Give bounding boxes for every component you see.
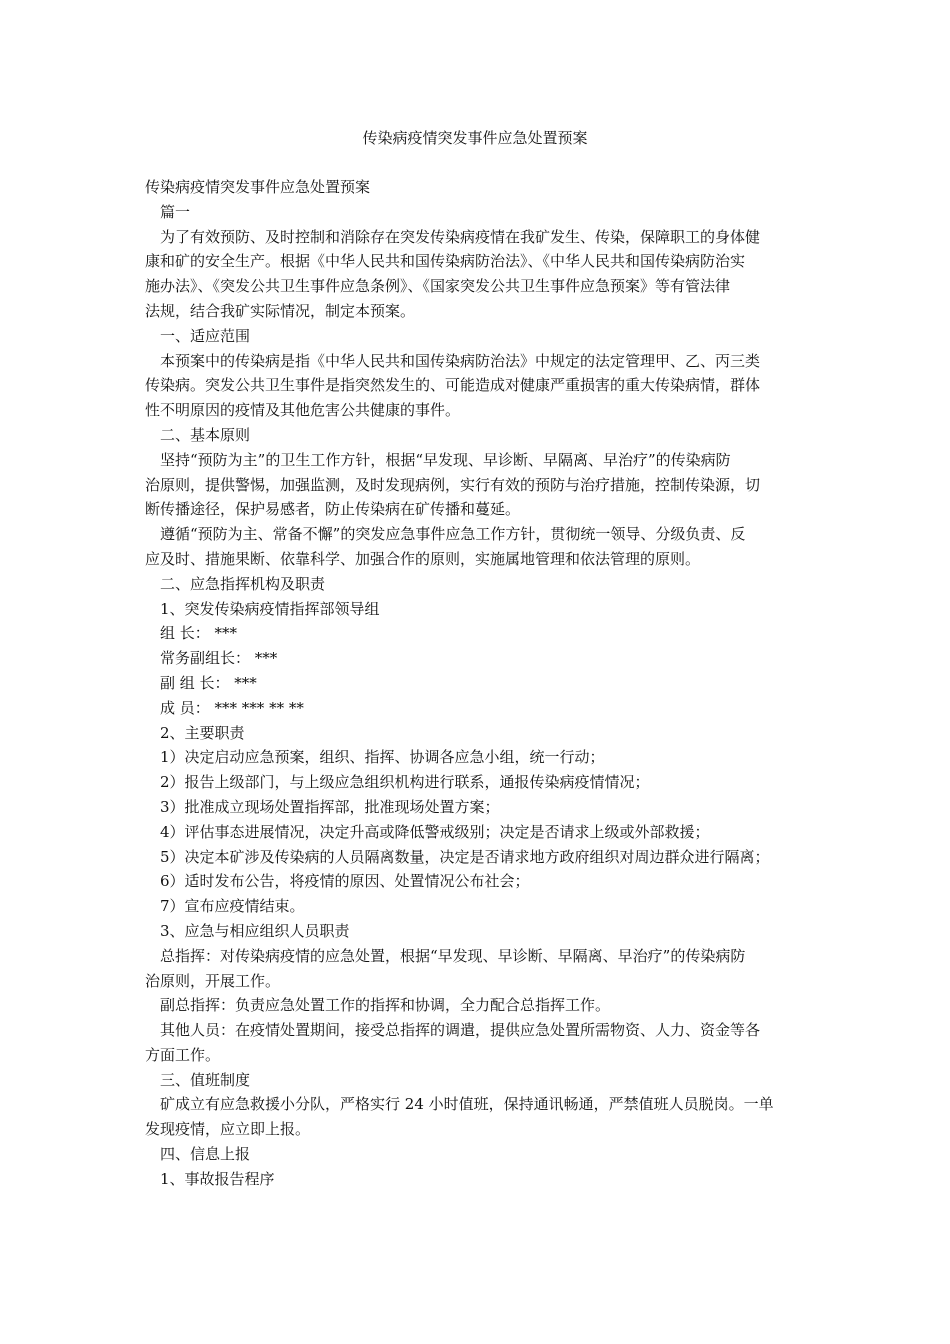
text-line: 本预案中的传染病是指《中华人民共和国传染病防治法》中规定的法定管理甲、乙、丙三类 [160,351,761,370]
text-line: 传染病。突发公共卫生事件是指突然发生的、可能造成对健康严重损害的重大传染病情，群体 [145,376,761,395]
text-line: 二、基本原则 [160,425,251,444]
text-line: 常务副组长： *** [160,649,278,668]
text-line: 应及时、措施果断、依靠科学、加强合作的原则，实施属地管理和依法管理的原则。 [145,549,701,568]
text-line: 治原则，提供警惕，加强监测，及时发现病例，实行有效的预防与治疗措施，控制传染源，切 [145,475,761,494]
text-line: 发现疫情，应立即上报。 [145,1120,311,1139]
text-line: 康和矿的安全生产。根据《中华人民共和国传染病防治法》、《中华人民共和国传染病防治实 [145,252,746,271]
text-line: 成 员： *** *** ** ** [160,698,304,717]
text-line: 传染病疫情突发事件应急处置预案 [145,178,371,196]
text-line: 断传播途径，保护易感者，防止传染病在矿传播和蔓延。 [145,500,521,519]
text-line: 3、应急与相应组织人员职责 [160,921,350,940]
text-line: 一、适应范围 [160,326,251,345]
text-line: 1、突发传染病疫情指挥部领导组 [160,599,380,618]
text-line: 篇一 [160,202,191,221]
text-line: 总指挥：对传染病疫情的应急处置，根据“早发现、早诊断、早隔离、早治疗”的传染病防 [160,946,746,965]
text-line: 为了有效预防、及时控制和消除存在突发传染病疫情在我矿发生、传染，保障职工的身体健 [160,227,761,246]
text-line: 2、主要职责 [160,723,245,742]
text-line: 5）决定本矿涉及传染病的人员隔离数量，决定是否请求地方政府组织对周边群众进行隔离； [160,847,770,866]
text-line: 坚持“预防为主”的卫生工作方针，根据“早发现、早诊断、早隔离、早治疗”的传染病防 [160,450,731,469]
text-line: 4）评估事态进展情况，决定升高或降低警戒级别；决定是否请求上级或外部救援； [160,822,710,841]
text-line: 四、信息上报 [160,1145,251,1164]
text-line: 2）报告上级部门，与上级应急组织机构进行联系，通报传染病疫情情况； [160,773,650,792]
text-line: 施办法》、《突发公共卫生事件应急条例》、《国家突发公共卫生事件应急预案》等有管法律 [145,277,731,296]
text-line: 法规，结合我矿实际情况，制定本预案。 [145,301,416,320]
text-line: 治原则，开展工作。 [145,971,281,990]
text-line: 其他人员：在疫情处置期间，接受总指挥的调遣，提供应急处置所需物资、人力、资金等各 [160,1021,761,1040]
text-line: 7）宣布应疫情结束。 [160,897,305,916]
text-line: 1）决定启动应急预案，组织、指挥、协调各应急小组，统一行动； [160,748,605,767]
text-line: 6）适时发布公告，将疫情的原因、处置情况公布社会； [160,872,530,891]
text-line: 3）批准成立现场处置指挥部，批准现场处置方案； [160,797,500,816]
text-line: 矿成立有应急救援小分队，严格实行 24 小时值班，保持通讯畅通，严禁值班人员脱岗。一单 [160,1095,774,1114]
text-line: 1、事故报告程序 [160,1169,275,1188]
text-line: 二、应急指挥机构及职责 [160,574,326,593]
text-line: 性不明原因的疫情及其他危害公共健康的事件。 [145,401,461,420]
text-line: 副 组 长： *** [160,673,257,692]
document-title: 传染病疫情突发事件应急处置预案 [362,129,588,147]
document-body [145,175,815,1192]
text-line: 方面工作。 [145,1045,221,1064]
text-line: 三、值班制度 [160,1070,251,1089]
text-line: 组 长： *** [160,624,238,643]
text-line: 副总指挥：负责应急处置工作的指挥和协调，全力配合总指挥工作。 [160,996,611,1015]
text-line: 遵循“预防为主、常备不懈”的突发应急事件应急工作方针，贯彻统一领导、分级负责、反 [160,525,746,544]
